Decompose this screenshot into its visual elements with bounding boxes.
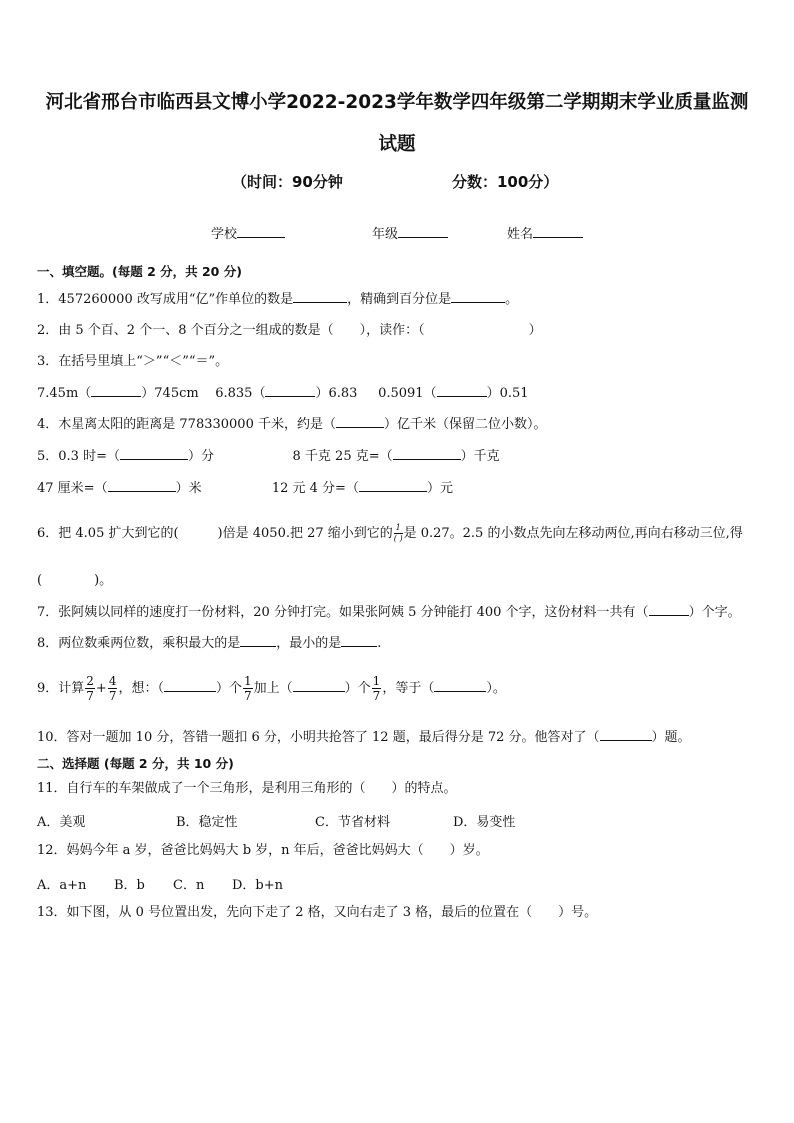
question-5-row-2 [37, 479, 453, 498]
question-8 [37, 634, 381, 653]
q5-text-d: 12 元 4 分=（ [271, 481, 359, 496]
q10-text-b: ）题。 [651, 730, 691, 745]
q5-blank-d[interactable] [359, 479, 427, 492]
q3-item-b: 6.835（ [215, 386, 266, 401]
q9-plus: + [95, 681, 107, 696]
grade-blank[interactable] [398, 225, 448, 238]
q9-fraction-2-numerator: 4 [108, 674, 117, 688]
q11-option-d[interactable]: D．易变性 [453, 815, 516, 830]
q1-text-b: ，精确到百分位是 [347, 292, 452, 307]
question-10 [37, 728, 691, 747]
exam-title-continued: 试题 [378, 134, 416, 155]
school-field [211, 223, 285, 242]
q3-item-c-end: ）0.51 [486, 386, 529, 401]
q9-fraction-2-denominator: 7 [108, 689, 117, 703]
q6-fraction [394, 524, 403, 543]
question-6-continued: ( )。 [37, 573, 113, 588]
q10-text-a: 10．答对一题加 10 分，答错一题扣 6 分，小明共抢答了 12 题，最后得分是 72 分。他答对了（ [37, 730, 600, 745]
q9-text-f: ，等于（ [382, 681, 435, 696]
question-13: 13．如下图，从 0 号位置出发，先向下走了 2 格，又向右走了 3 格，最后的位置在（ ）号。 [37, 905, 598, 920]
q9-fraction-1 [85, 675, 95, 702]
name-label: 姓名 [507, 227, 534, 242]
question-7 [37, 603, 741, 622]
q9-fraction-4-numerator: 1 [372, 674, 381, 688]
q6-fraction-denominator: ( ) [393, 534, 403, 543]
grade-label: 年级 [372, 227, 399, 242]
q11-option-a[interactable]: A．美观 [37, 815, 86, 830]
question-3-items [37, 384, 529, 403]
q9-blank-2[interactable] [293, 679, 345, 692]
q11-option-b[interactable]: B．稳定性 [176, 815, 238, 830]
q6-fraction-numerator: 1 [395, 523, 401, 532]
q9-text-b: ，想：（ [118, 681, 164, 696]
q3-item-a: 7.45m（ [37, 386, 92, 401]
q12-option-b[interactable]: B．b [114, 878, 145, 893]
name-field [507, 223, 583, 242]
question-6 [37, 524, 743, 543]
question-9 [37, 672, 506, 706]
q5-text-b-end: ）千克 [460, 449, 500, 464]
q12-option-c[interactable]: C．n [173, 878, 205, 893]
question-3: 3．在括号里填上“＞”“＜”“＝”。 [37, 354, 229, 369]
q8-text-c: . [377, 636, 382, 651]
q9-fraction-3-numerator: 1 [244, 674, 252, 688]
q5-blank-c[interactable] [108, 479, 176, 492]
time-limit: （时间：90分钟 [232, 173, 343, 191]
q9-text-a: 9．计算 [37, 681, 85, 696]
q8-blank-2[interactable] [341, 634, 377, 647]
total-score: 分数：100分） [452, 173, 559, 191]
question-4 [37, 415, 547, 434]
grade-field [372, 223, 448, 242]
q8-blank-1[interactable] [240, 634, 276, 647]
question-12: 12．妈妈今年 a 岁，爸爸比妈妈大 b 岁，n 年后，爸爸比妈妈大（ ）岁。 [37, 843, 489, 858]
q10-blank[interactable] [600, 728, 652, 741]
q5-blank-b[interactable] [393, 447, 461, 460]
q9-fraction-2 [108, 675, 118, 702]
q7-text-a: 7．张阿姨以同样的速度打一份材料，20 分钟打完。如果张阿姨 5 分钟能打 400 个字，这份材料一共有（ [37, 605, 649, 620]
name-blank[interactable] [533, 225, 583, 238]
q3-blank-a[interactable] [91, 384, 141, 397]
q4-text-a: 4．木星离太阳的距离是 778330000 千米，约是（ [37, 417, 336, 432]
question-1 [37, 290, 518, 309]
school-blank[interactable] [237, 225, 285, 238]
q5-text-a-end: ）分 [187, 449, 214, 464]
q5-text-b: 8 千克 25 克=（ [292, 449, 393, 464]
q6-text-b: 是 0.27。2.5 的小数点先向左移动两位,再向右移动三位,得 [403, 526, 743, 541]
question-2: 2．由 5 个百、2 个一、8 个百分之一组成的数是（ ），读作：（ ） [37, 323, 542, 338]
q5-text-d-end: ）元 [426, 481, 453, 496]
q5-text-c-end: ）米 [175, 481, 202, 496]
q5-text-a: 5．0.3 时=（ [37, 449, 120, 464]
question-5-row-1 [37, 447, 500, 466]
q12-option-a[interactable]: A．a+n [37, 878, 87, 893]
q4-text-b: ）亿千米（保留二位小数）。 [383, 417, 547, 432]
q9-blank-3[interactable] [434, 679, 486, 692]
q12-option-d[interactable]: D．b+n [232, 878, 284, 893]
q9-blank-1[interactable] [164, 679, 216, 692]
q9-text-d: 加上（ [253, 681, 293, 696]
q5-text-c: 47 厘米=（ [37, 481, 108, 496]
q1-blank-2[interactable] [451, 290, 505, 303]
q3-blank-b[interactable] [265, 384, 315, 397]
q3-item-a-end: ）745cm [141, 386, 199, 401]
q1-text-a: 1．457260000 改写成用“亿”作单位的数是 [37, 292, 294, 307]
q5-blank-a[interactable] [120, 447, 188, 460]
q7-blank[interactable] [649, 603, 689, 616]
q8-text-b: ，最小的是 [276, 636, 342, 651]
section-heading-multiple-choice: 二、选择题 (每题 2 分，共 10 分) [37, 756, 234, 771]
q9-text-c: ）个 [215, 681, 242, 696]
q9-fraction-3 [243, 675, 253, 702]
q1-blank-1[interactable] [293, 290, 347, 303]
q9-fraction-1-denominator: 7 [86, 689, 94, 703]
q9-text-g: ）。 [486, 681, 506, 696]
school-label: 学校 [211, 227, 238, 242]
q3-blank-c[interactable] [437, 384, 487, 397]
q11-option-c[interactable]: C．节省材料 [315, 815, 390, 830]
section-heading-fill-in: 一、填空题。(每题 2 分，共 20 分) [37, 264, 242, 279]
q9-fraction-4 [372, 675, 382, 702]
q9-fraction-4-denominator: 7 [372, 689, 381, 703]
q9-fraction-1-numerator: 2 [86, 674, 94, 688]
q3-item-c: 0.5091（ [378, 386, 437, 401]
q9-fraction-3-denominator: 7 [244, 689, 252, 703]
q3-item-b-end: ）6.83 [315, 386, 358, 401]
q8-text-a: 8．两位数乘两位数，乘积最大的是 [37, 636, 241, 651]
q4-blank[interactable] [336, 415, 384, 428]
exam-title: 河北省邢台市临西县文博小学2022-2023学年数学四年级第二学期期末学业质量监测 [45, 92, 749, 113]
question-11: 11．自行车的车架做成了一个三角形，是利用三角形的（ ）的特点。 [37, 781, 457, 796]
q6-text-a: 6．把 4.05 扩大到它的( )倍是 4050.把 27 缩小到它的 [37, 526, 393, 541]
q7-text-b: ）个字。 [688, 605, 741, 620]
q9-text-e: ）个 [344, 681, 371, 696]
q1-text-c: 。 [505, 292, 519, 307]
